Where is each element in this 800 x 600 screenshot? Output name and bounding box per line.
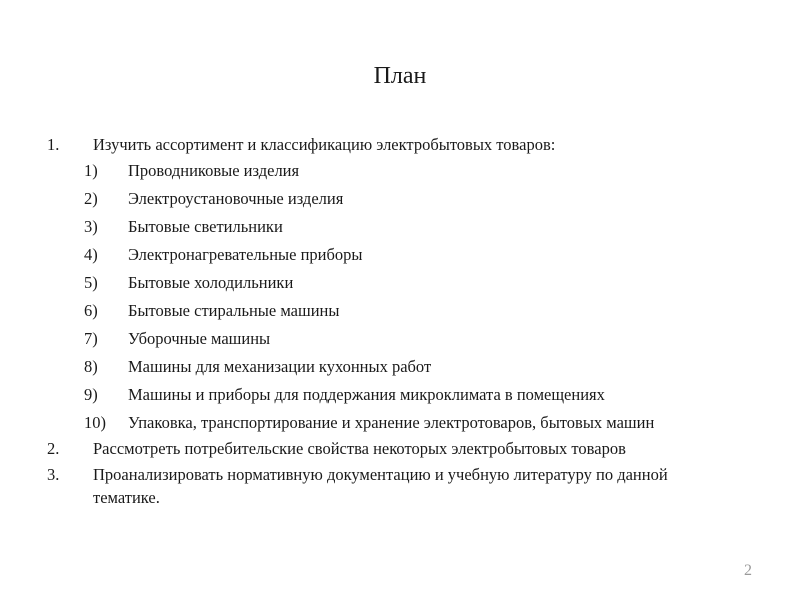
item-text: Изучить ассортимент и классификацию электробытовых товаров:: [93, 135, 556, 154]
subitem-number: 6): [84, 301, 98, 320]
slide-title: План: [373, 63, 427, 89]
item-number: 2.: [47, 439, 60, 458]
subitem-text: Бытовые стиральные машины: [128, 301, 340, 320]
subitem-number: 3): [84, 217, 98, 236]
outline-list: [0, 131, 800, 510]
subitem: [0, 269, 800, 297]
subitem-number: 1): [84, 161, 98, 180]
subitem: [0, 325, 800, 353]
outline-item: [0, 131, 800, 157]
item-text: Проанализировать нормативную документацию и учебную литературу по данной тематике.: [93, 465, 668, 507]
subitem-text: Уборочные машины: [128, 329, 271, 348]
subitem-text: Бытовые светильники: [128, 217, 283, 236]
subitem-text: Упаковка, транспортирование и хранение электротоваров, бытовых машин: [128, 413, 655, 432]
subitem: [0, 241, 800, 269]
subitem: [0, 381, 800, 409]
subitem-number: 8): [84, 357, 98, 376]
subitem-number: 10): [84, 413, 106, 432]
subitem-number: 5): [84, 273, 98, 292]
subitem: [0, 353, 800, 381]
subitem-text: Проводниковые изделия: [128, 161, 300, 180]
subitem-number: 2): [84, 189, 98, 208]
outline-item: [0, 435, 800, 461]
subitem: [0, 409, 800, 435]
subitem-number: 9): [84, 385, 98, 404]
outline-item: [0, 461, 800, 510]
subitem-text: Электроустановочные изделия: [128, 189, 344, 208]
item-number: 3.: [47, 465, 60, 484]
item-text: Рассмотреть потребительские свойства некоторых электробытовых товаров: [93, 439, 626, 458]
subitem-number: 7): [84, 329, 98, 348]
page-number: 2: [744, 562, 752, 579]
subitem-text: Электронагревательные приборы: [128, 245, 363, 264]
subitem: [0, 213, 800, 241]
subitem-text: Машины и приборы для поддержания микроклимата в помещениях: [128, 385, 605, 404]
subitem: [0, 157, 800, 185]
item-number: 1.: [47, 135, 60, 154]
subitem: [0, 185, 800, 213]
subitem-text: Машины для механизации кухонных работ: [128, 357, 432, 376]
subitem-text: Бытовые холодильники: [128, 273, 294, 292]
subitem-number: 4): [84, 245, 98, 264]
subitem: [0, 297, 800, 325]
